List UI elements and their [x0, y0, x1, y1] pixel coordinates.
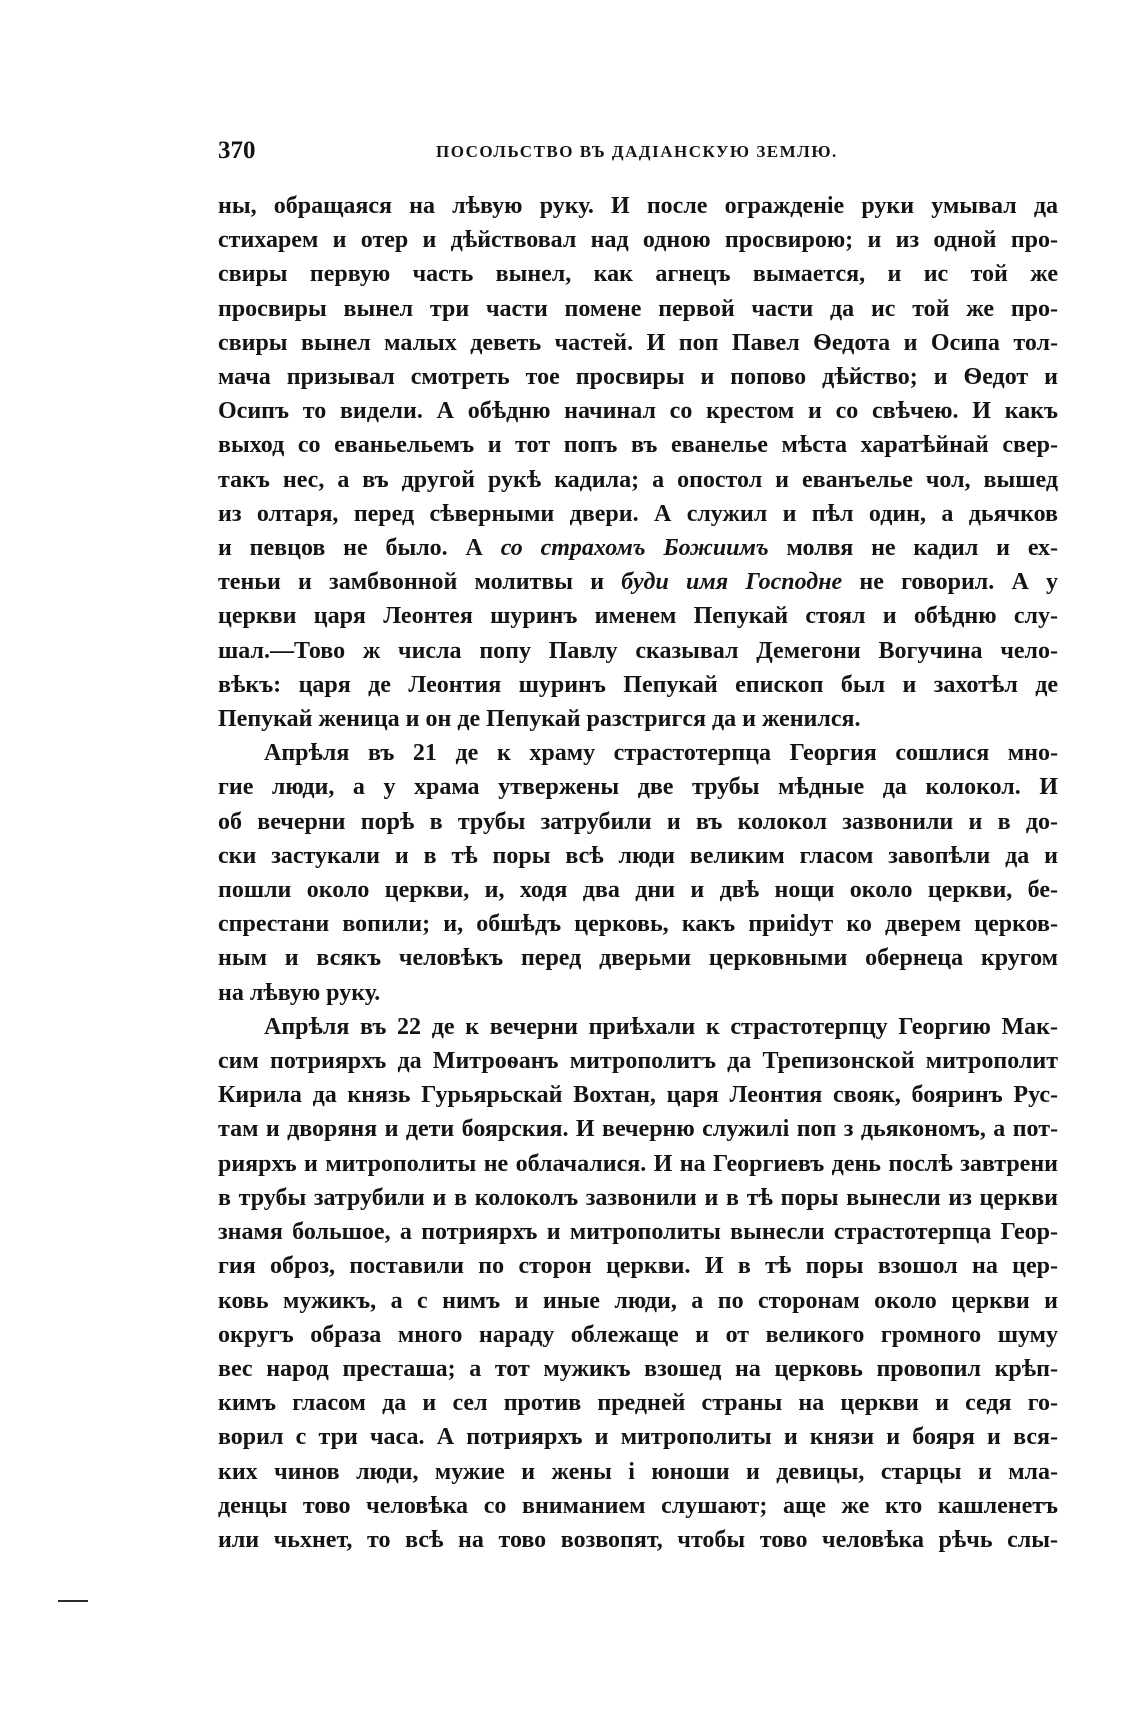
text-line: ны, обращаяся на лѣвую руку. И после огражденіе руки умывал да	[218, 193, 1058, 219]
text-line-with-italic	[218, 531, 1058, 565]
text-line: такъ нес, а въ другой рукѣ кадила; а опостол и еванъелье чол, вышед	[218, 466, 1058, 493]
text-segment: молвя не кадил и ех-	[768, 535, 1058, 562]
text-line: в трубы затрубили и в колоколъ зазвонили и в тѣ поры вынесли из церкви	[218, 1184, 1058, 1211]
text-line: Осипъ то видели. А обѣдню начинал со крестом и со свѣчею. И какъ	[218, 398, 1058, 425]
text-segment: теньи и замбвонной молитвы и	[218, 569, 622, 596]
paragraph-1	[218, 189, 1058, 736]
page-header	[218, 137, 1058, 167]
text-line: пошли около церкви, и, ходя два дни и двѣ нощи около церкви, бе-	[218, 877, 1058, 904]
text-line: Апрѣля въ 22 де к вечерни приѣхали к страстотерпцу Георгию Мак-	[264, 1013, 1058, 1040]
italic-phrase: буди имя Господне	[621, 569, 843, 596]
text-line: денцы тово человѣка со вниманием слушают; аще же кто кашленетъ	[218, 1492, 1058, 1519]
text-line: спрестани вопили; и, обшѣдъ церковь, какъ приidут ко дверем церков-	[218, 911, 1058, 938]
text-line: риярхъ и митрополиты не облачалися. И на Георгиевъ день послѣ завтрени	[218, 1150, 1058, 1177]
text-line: вес народ престаша; а тот мужикъ взошед на церковь провопил крѣп-	[218, 1355, 1058, 1382]
text-line: просвиры вынел три части помене первой части да ис той же про-	[218, 295, 1058, 322]
text-line: Пепукай женица и он де Пепукай разстригся да и женился.	[218, 706, 861, 733]
text-segment: не говорил. А у	[842, 569, 1058, 596]
text-line: ным и всякъ человѣкъ перед дверьми церковными обернеца кругом	[218, 945, 1058, 972]
text-line: церкви царя Леонтея шуринъ именем Пепукай стоял и обѣдню слу-	[218, 603, 1058, 630]
text-line: ворил с три часа. А потриярхъ и митрополиты и князи и бояря и вся-	[218, 1424, 1058, 1451]
text-line: шал.—Тово ж числа попу Павлу сказывал Демегони Вогучина чело-	[218, 637, 1058, 664]
text-line: знамя большое, а потриярхъ и митрополиты вынесли страстотерпца Геор-	[218, 1219, 1058, 1246]
text-line: там и дворяня и дети боярския. И вечерню служилі поп з дьякономъ, а пот-	[218, 1116, 1058, 1143]
text-line: Апрѣля въ 21 де к храму страстотерпца Георгия сошлися мно-	[264, 740, 1058, 767]
text-segment: и певцов не было. А	[218, 535, 501, 562]
text-line: свиры первую часть вынел, как агнецъ вымается, и ис той же	[218, 261, 1058, 288]
text-line: ски застукали и в тѣ поры всѣ люди великим гласом завопѣли да и	[218, 842, 1058, 869]
paragraph-2	[218, 736, 1058, 1010]
text-line: стихарем и отер и дѣйствовал над одною просвирою; и из одной про-	[218, 227, 1058, 254]
text-line: или чьхнет, то всѣ на тово возвопят, чтобы тово человѣка рѣчь слы-	[218, 1526, 1058, 1553]
text-line: из олтаря, перед сѣверными двери. А служил и пѣл один, а дьячков	[218, 500, 1058, 527]
page-number: 370	[218, 137, 256, 164]
italic-phrase: со страхомъ Божиимъ	[500, 535, 769, 562]
running-title: ПОСОЛЬСТВО ВЪ ДАДІАНСКУЮ ЗЕМЛЮ.	[436, 142, 838, 161]
text-line: округъ образа много нараду облежаще и от великого громного шуму	[218, 1321, 1058, 1348]
text-line: свиры вынел малых деветь частей. И поп Павел Ѳедота и Осипа тол-	[218, 329, 1058, 356]
text-line: об вечерни порѣ в трубы затрубили и въ колокол зазвонили и в до-	[218, 808, 1058, 835]
text-line: гия оброз, поставили по сторон церкви. И в тѣ поры взошол на цер-	[218, 1253, 1058, 1280]
text-line: Кирила да князь Гурьярьскай Вохтан, царя Леонтия свояк, бояринъ Рус-	[218, 1082, 1058, 1109]
text-line: гие люди, а у храма утвержены две трубы мѣдные да колокол. И	[218, 774, 1058, 801]
margin-mark	[58, 1600, 88, 1602]
text-line: кимъ гласом да и сел против предней страны на церкви и седя го-	[218, 1390, 1058, 1417]
text-line-with-italic	[218, 565, 1058, 599]
paragraph-3	[218, 1010, 1058, 1557]
text-line: на лѣвую руку.	[218, 979, 381, 1006]
text-line: сим потриярхъ да Митроѳанъ митрополитъ да Трепизонской митрополит	[218, 1048, 1058, 1075]
text-line: выход со еваньельемъ и тот попъ въ еванелье мѣста харатѣйнай свер-	[218, 432, 1058, 459]
text-line: ких чинов люди, мужие и жены і юноши и девицы, старцы и мла-	[218, 1458, 1058, 1485]
body-text	[218, 189, 1058, 1557]
text-line: ковь мужикъ, а с нимъ и иные люди, а по сторонам около церкви и	[218, 1287, 1058, 1314]
text-line: вѣкъ: царя де Леонтия шуринъ Пепукай епископ был и захотѣл де	[218, 671, 1058, 698]
text-line: мача призывал смотреть тое просвиры и попово дѣйство; и Ѳедот и	[218, 364, 1058, 391]
